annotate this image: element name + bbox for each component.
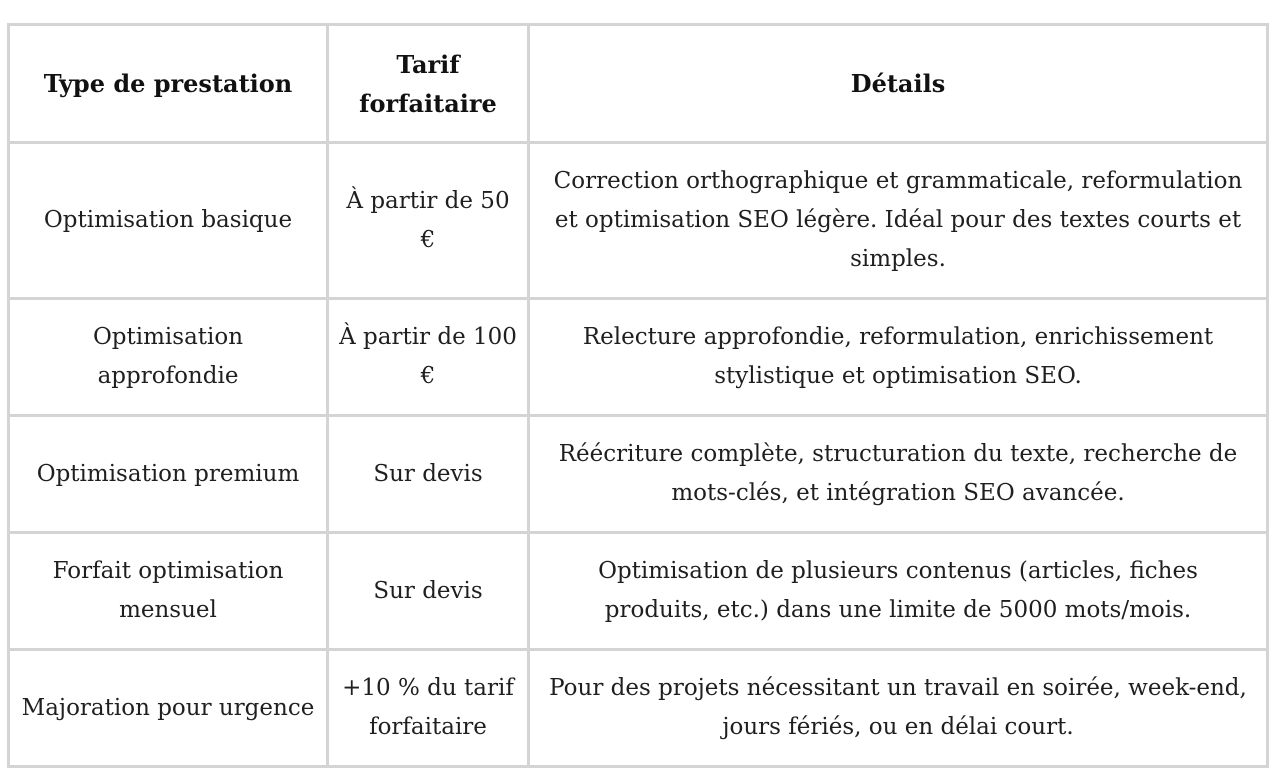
table-row bbox=[9, 533, 1268, 650]
pricing-table bbox=[7, 23, 1269, 768]
cell-tarif: À partir de 50 € bbox=[328, 143, 529, 299]
table-row bbox=[9, 416, 1268, 533]
table-row bbox=[9, 299, 1268, 416]
cell-tarif: +10 % du tarif forfaitaire bbox=[328, 650, 529, 767]
cell-details: Optimisation de plusieurs contenus (articles, fiches produits, etc.) dans une limite de 5000 mots/mois. bbox=[529, 533, 1268, 650]
header-tarif: Tarif forfaitaire bbox=[328, 25, 529, 143]
header-details: Détails bbox=[529, 25, 1268, 143]
cell-type: Majoration pour urgence bbox=[9, 650, 328, 767]
table-header-row bbox=[9, 25, 1268, 143]
cell-details: Correction orthographique et grammaticale, reformulation et optimisation SEO légère. Idéal pour des textes courts et simples. bbox=[529, 143, 1268, 299]
cell-tarif: Sur devis bbox=[328, 533, 529, 650]
cell-tarif: À partir de 100 € bbox=[328, 299, 529, 416]
cell-details: Relecture approfondie, reformulation, enrichissement stylistique et optimisation SEO. bbox=[529, 299, 1268, 416]
table-row bbox=[9, 650, 1268, 767]
cell-details: Pour des projets nécessitant un travail en soirée, week-end, jours fériés, ou en délai court. bbox=[529, 650, 1268, 767]
cell-type: Optimisation basique bbox=[9, 143, 328, 299]
cell-type: Optimisation premium bbox=[9, 416, 328, 533]
table-row bbox=[9, 143, 1268, 299]
cell-type: Forfait optimisation mensuel bbox=[9, 533, 328, 650]
cell-type: Optimisation approfondie bbox=[9, 299, 328, 416]
header-type: Type de prestation bbox=[9, 25, 328, 143]
cell-tarif: Sur devis bbox=[328, 416, 529, 533]
cell-details: Réécriture complète, structuration du texte, recherche de mots-clés, et intégration SEO avancée. bbox=[529, 416, 1268, 533]
